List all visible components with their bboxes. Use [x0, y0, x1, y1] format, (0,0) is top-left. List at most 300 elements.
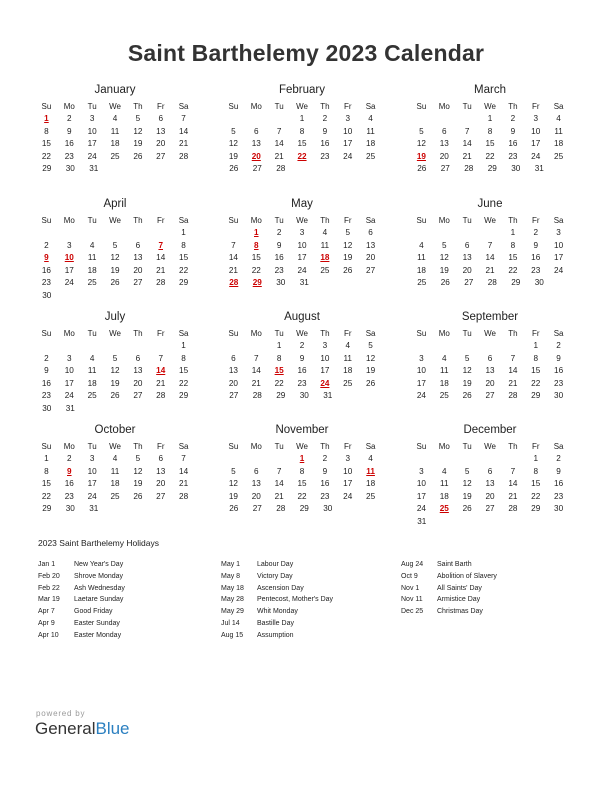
- calendar-day: 27: [229, 391, 239, 400]
- holiday-column: [38, 559, 208, 642]
- holiday-date-label: Aug 24: [401, 561, 424, 568]
- holiday-date-label: Dec 25: [401, 608, 424, 616]
- week-row: [222, 390, 382, 403]
- calendar-day: 12: [343, 240, 353, 250]
- calendar-day: 3: [556, 228, 561, 237]
- calendar-day: 2: [44, 353, 49, 363]
- calendar-day: 16: [274, 253, 284, 262]
- holiday-name: Pentecost, Mother's Day: [257, 596, 334, 604]
- calendar-day: 18: [110, 479, 120, 488]
- calendar-day: 25: [417, 278, 427, 287]
- calendar-day: 28: [508, 391, 518, 400]
- calendar-day: 11: [366, 126, 375, 136]
- calendar-day: 4: [442, 353, 447, 363]
- calendar-day: 2: [67, 454, 72, 463]
- empty-day: [126, 227, 149, 240]
- calendar-day: 23: [554, 378, 564, 388]
- calendar-day: 23: [297, 378, 307, 388]
- empty-day: [268, 113, 291, 126]
- weekday-label: Tu: [462, 102, 472, 111]
- week-row: [35, 453, 195, 466]
- weekday-label: Tu: [87, 216, 97, 225]
- empty-day: [245, 113, 268, 126]
- calendar-day: 24: [297, 265, 307, 275]
- month-name: July: [104, 311, 126, 323]
- weekday-label: Su: [416, 442, 427, 451]
- calendar-day: 5: [442, 240, 447, 250]
- holiday-date-label: Jan 1: [38, 561, 56, 568]
- weekday-header: [35, 101, 195, 113]
- calendar-day: 6: [135, 353, 141, 363]
- holiday-name: Bastille Day: [257, 619, 294, 627]
- holiday-date-label: Apr 9: [38, 619, 55, 627]
- holiday-date: 7: [158, 240, 163, 250]
- weekday-label: Th: [133, 216, 143, 225]
- calendar-day: 7: [510, 466, 516, 476]
- empty-day: [456, 113, 479, 126]
- holiday-date: 11: [366, 466, 375, 476]
- calendar-day: 10: [64, 366, 74, 375]
- holiday-date-label: May 28: [221, 596, 244, 604]
- calendar-day: 5: [345, 228, 350, 237]
- calendar-day: 21: [179, 479, 189, 488]
- calendar-day: 15: [179, 253, 189, 262]
- holiday-name: Whit Monday: [257, 608, 298, 616]
- weekday-label: Su: [228, 216, 239, 225]
- week-row: [410, 340, 570, 353]
- calendar-day: 12: [416, 139, 426, 148]
- holiday-name: Good Friday: [74, 608, 113, 616]
- calendar-day: 16: [297, 366, 307, 375]
- calendar-day: 6: [254, 126, 259, 136]
- empty-day: [433, 227, 456, 240]
- holiday-name: Shrove Monday: [74, 572, 124, 580]
- calendar-day: 27: [485, 391, 495, 400]
- calendar-day: 22: [485, 151, 495, 161]
- calendar-day: 12: [366, 353, 376, 363]
- calendar-day: 20: [251, 491, 261, 501]
- week-row: [410, 138, 570, 151]
- holiday-date-label: May 18: [221, 584, 244, 592]
- calendar-day: 6: [231, 353, 236, 363]
- weekday-label: Th: [320, 216, 330, 225]
- calendar-day: 29: [42, 504, 52, 513]
- holiday-date-label: May 29: [221, 608, 244, 616]
- holiday-name: Saint Barth: [437, 561, 472, 568]
- calendar-day: 19: [110, 378, 120, 388]
- calendar-day: 8: [276, 353, 282, 363]
- weekday-label: Mo: [438, 102, 450, 111]
- week-row: [35, 340, 195, 353]
- weekday-label: Su: [416, 216, 427, 225]
- calendar-day: 25: [110, 151, 120, 161]
- calendar-day: 22: [41, 491, 51, 501]
- calendar-day: 12: [133, 126, 143, 136]
- calendar-day: 1: [276, 341, 282, 350]
- calendar-day: 7: [254, 353, 259, 363]
- month-name: February: [278, 84, 326, 96]
- holiday-row: [221, 618, 391, 630]
- calendar-day: 28: [464, 164, 474, 173]
- calendar-day: 1: [181, 341, 186, 350]
- week-row: [35, 277, 195, 290]
- calendar-day: 4: [368, 114, 373, 123]
- calendar-day: 8: [181, 240, 186, 250]
- calendar-day: 19: [133, 139, 143, 148]
- weekday-label: Fr: [343, 329, 352, 338]
- weekday-label: We: [109, 102, 121, 111]
- week-row: [410, 265, 570, 278]
- calendar-day: 4: [89, 240, 95, 250]
- empty-day: [58, 340, 81, 353]
- calendar-day: 20: [228, 378, 238, 388]
- calendar-day: 5: [231, 466, 236, 476]
- calendar-day: 10: [343, 466, 353, 476]
- weekday-label: Fr: [531, 442, 540, 451]
- week-row: [410, 113, 570, 126]
- weekday-label: Th: [508, 329, 518, 338]
- calendar-day: 20: [156, 139, 166, 148]
- week-row: [222, 365, 382, 378]
- calendar-day: 16: [320, 139, 330, 148]
- calendar-day: 18: [554, 139, 564, 148]
- calendar-day: 18: [439, 491, 449, 501]
- calendar-day: 3: [419, 466, 424, 476]
- calendar-day: 22: [179, 378, 189, 388]
- calendar-day: 10: [416, 479, 426, 488]
- calendar-day: 5: [135, 114, 141, 123]
- month-january: [35, 82, 195, 176]
- month-name: January: [94, 84, 136, 96]
- weekday-label: Sa: [365, 102, 376, 111]
- holiday-row: [401, 559, 571, 571]
- month-december: [410, 422, 570, 528]
- week-row: [410, 151, 570, 164]
- calendar-day: 11: [87, 253, 97, 262]
- calendar-day: 7: [231, 240, 236, 250]
- calendar-day: 9: [276, 240, 282, 250]
- weekday-label: We: [484, 102, 496, 111]
- calendar-day: 27: [464, 278, 474, 287]
- month-february: [222, 82, 382, 176]
- week-row: [410, 503, 570, 516]
- holiday-date-label: Aug 15: [221, 631, 244, 639]
- holiday-date: 9: [67, 466, 72, 476]
- holiday-date-label: Apr 7: [38, 608, 55, 616]
- calendar-day: 22: [179, 265, 189, 275]
- calendar-day: 26: [462, 391, 472, 400]
- calendar-day: 2: [276, 228, 282, 237]
- calendar-day: 3: [345, 114, 350, 123]
- holiday-row: [38, 618, 208, 630]
- calendar-day: 8: [510, 240, 516, 250]
- empty-day: [410, 113, 433, 126]
- weekday-label: Su: [228, 442, 239, 451]
- calendar-day: 9: [299, 353, 305, 363]
- week-row: [410, 466, 570, 479]
- month-august: [222, 309, 382, 403]
- empty-day: [35, 340, 58, 353]
- calendar-day: 18: [416, 265, 426, 275]
- calendar-day: 16: [554, 479, 564, 488]
- calendar-day: 29: [179, 391, 189, 400]
- weekday-label: We: [296, 329, 308, 338]
- calendar-day: 8: [299, 466, 305, 476]
- weekday-label: Sa: [178, 442, 189, 451]
- empty-day: [268, 453, 291, 466]
- empty-day: [456, 453, 479, 466]
- calendar-day: 12: [110, 366, 120, 375]
- calendar-day: 22: [531, 378, 541, 388]
- week-row: [410, 378, 570, 391]
- calendar-day: 30: [323, 504, 333, 513]
- calendar-day: 25: [343, 378, 353, 388]
- weekday-header: [35, 441, 195, 453]
- calendar-day: 19: [343, 253, 353, 262]
- weekday-label: We: [296, 442, 308, 451]
- week-row: [35, 466, 195, 479]
- calendar-day: 10: [297, 240, 307, 250]
- calendar-day: 30: [511, 164, 521, 173]
- weekday-label: Th: [133, 442, 143, 451]
- weekday-header: [35, 215, 195, 227]
- month-november: [222, 422, 382, 516]
- weekday-label: We: [296, 102, 308, 111]
- calendar-day: 3: [89, 454, 95, 463]
- weekday-label: Fr: [531, 216, 540, 225]
- calendar-day: 23: [508, 151, 518, 161]
- calendar-day: 4: [368, 454, 373, 463]
- calendar-day: 11: [554, 126, 563, 136]
- calendar-day: 18: [366, 139, 376, 148]
- holiday-name: Victory Day: [257, 572, 293, 580]
- calendar-day: 24: [554, 265, 564, 275]
- calendar-day: 11: [440, 366, 449, 375]
- holiday-name: Labour Day: [257, 561, 294, 568]
- weekday-label: Tu: [87, 102, 97, 111]
- generalblue-logo[interactable]: [35, 719, 130, 739]
- holiday-date: 28: [229, 278, 239, 287]
- calendar-day: 23: [320, 151, 330, 161]
- calendar-day: 23: [554, 491, 564, 501]
- weekday-label: Sa: [178, 102, 189, 111]
- calendar-day: 27: [366, 265, 376, 275]
- empty-day: [433, 113, 456, 126]
- calendar-day: 6: [487, 353, 493, 363]
- calendar-day: 27: [252, 504, 262, 513]
- empty-day: [501, 453, 524, 466]
- calendar-day: 2: [299, 341, 305, 350]
- holiday-row: [401, 571, 571, 583]
- empty-day: [149, 227, 172, 240]
- weekday-label: Mo: [438, 216, 450, 225]
- month-september: [410, 309, 570, 403]
- calendar-day: 2: [67, 114, 72, 123]
- weekday-label: Tu: [274, 442, 284, 451]
- calendar-day: 17: [416, 378, 426, 388]
- calendar-day: 19: [133, 479, 143, 488]
- calendar-day: 26: [133, 491, 143, 501]
- calendar-day: 11: [417, 253, 426, 262]
- empty-day: [81, 227, 104, 240]
- calendar-day: 5: [368, 341, 373, 350]
- calendar-day: 24: [64, 391, 74, 400]
- calendar-day: 19: [110, 265, 120, 275]
- holiday-row: [401, 583, 571, 595]
- calendar-day: 10: [416, 366, 426, 375]
- empty-day: [58, 227, 81, 240]
- calendar-day: 29: [531, 504, 541, 513]
- brand-general: General: [35, 719, 96, 738]
- month-may: [222, 196, 382, 290]
- weekday-label: Su: [228, 102, 239, 111]
- calendar-day: 24: [87, 491, 97, 501]
- calendar-day: 29: [487, 164, 497, 173]
- weekday-label: Mo: [250, 329, 262, 338]
- calendar-day: 7: [181, 454, 186, 463]
- calendar-day: 31: [323, 391, 333, 400]
- weekday-label: Sa: [178, 329, 189, 338]
- holiday-date: 18: [320, 253, 330, 262]
- calendar-day: 23: [64, 151, 74, 161]
- calendar-day: 9: [322, 126, 328, 136]
- calendar-day: 2: [556, 454, 561, 463]
- empty-day: [149, 340, 172, 353]
- weekday-label: Tu: [274, 102, 284, 111]
- calendar-day: 1: [533, 341, 538, 350]
- calendar-day: 19: [228, 151, 238, 161]
- weekday-label: Mo: [63, 216, 75, 225]
- empty-day: [410, 453, 433, 466]
- calendar-day: 6: [442, 126, 447, 136]
- weekday-label: Mo: [438, 329, 450, 338]
- calendar-day: 15: [41, 479, 51, 488]
- weekday-header: [222, 441, 382, 453]
- empty-day: [245, 453, 268, 466]
- weekday-label: We: [484, 216, 496, 225]
- calendar-day: 23: [64, 491, 74, 501]
- weekday-label: Tu: [87, 329, 97, 338]
- holiday-date-label: Feb 20: [38, 572, 60, 580]
- calendar-day: 8: [299, 126, 305, 136]
- weekday-label: Tu: [462, 442, 472, 451]
- calendar-day: 23: [320, 491, 330, 501]
- calendar-day: 21: [274, 491, 284, 501]
- calendar-day: 24: [343, 491, 353, 501]
- calendar-day: 28: [179, 151, 189, 161]
- weekday-label: Fr: [343, 216, 352, 225]
- weekday-label: Mo: [250, 102, 262, 111]
- calendar-day: 14: [274, 139, 284, 148]
- calendar-day: 3: [345, 454, 350, 463]
- calendar-day: 14: [156, 253, 166, 262]
- week-row: [410, 453, 570, 466]
- calendar-day: 8: [533, 353, 538, 363]
- calendar-day: 24: [416, 391, 426, 400]
- calendar-day: 26: [417, 164, 427, 173]
- calendar-day: 8: [487, 126, 493, 136]
- calendar-day: 11: [87, 366, 97, 375]
- weekday-label: Th: [320, 102, 330, 111]
- month-april: [35, 196, 195, 302]
- calendar-day: 1: [181, 228, 186, 237]
- week-row: [222, 138, 382, 151]
- calendar-day: 14: [179, 126, 189, 136]
- calendar-day: 14: [508, 366, 518, 375]
- week-row: [410, 516, 570, 529]
- calendar-day: 30: [276, 278, 286, 287]
- month-name: August: [284, 311, 320, 323]
- weekday-label: Su: [416, 102, 427, 111]
- week-row: [222, 453, 382, 466]
- month-july: [35, 309, 195, 415]
- calendar-day: 13: [439, 139, 449, 148]
- calendar-day: 19: [462, 378, 472, 388]
- brand-blue: Blue: [95, 719, 130, 738]
- week-row: [222, 227, 382, 240]
- calendar-day: 3: [299, 228, 305, 237]
- holiday-name: Ascension Day: [257, 584, 304, 592]
- holiday-date: 22: [297, 151, 307, 161]
- month-june: [410, 196, 570, 290]
- calendar-day: 28: [252, 391, 262, 400]
- week-row: [35, 252, 195, 265]
- weekday-label: Fr: [156, 329, 165, 338]
- week-row: [410, 277, 570, 290]
- calendar-day: 13: [133, 253, 143, 262]
- holiday-name: Easter Monday: [74, 631, 122, 639]
- calendar-day: 17: [64, 378, 74, 388]
- weekday-label: Fr: [156, 442, 165, 451]
- weekday-label: Su: [41, 442, 52, 451]
- holiday-date-label: Nov 11: [401, 596, 423, 604]
- calendar-day: 29: [42, 164, 52, 173]
- calendar-day: 13: [462, 253, 472, 262]
- calendar-day: 13: [133, 366, 143, 375]
- calendar-day: 31: [417, 516, 427, 526]
- calendar-day: 9: [510, 126, 516, 136]
- calendar-day: 17: [87, 139, 97, 148]
- weekday-label: Th: [320, 329, 330, 338]
- weekday-label: Fr: [531, 102, 540, 111]
- calendar-day: 7: [487, 240, 493, 250]
- calendar-day: 20: [366, 253, 376, 262]
- calendar-day: 21: [251, 378, 261, 388]
- week-row: [35, 240, 195, 253]
- calendar-day: 3: [67, 240, 72, 250]
- calendar-day: 3: [89, 114, 95, 123]
- weekday-label: Tu: [274, 329, 284, 338]
- weekday-label: Sa: [553, 329, 564, 338]
- week-row: [222, 277, 382, 290]
- holiday-row: [221, 571, 391, 583]
- calendar-day: 17: [297, 253, 307, 262]
- calendar-day: 5: [135, 454, 141, 463]
- empty-day: [501, 340, 524, 353]
- calendar-day: 17: [87, 479, 97, 488]
- calendar-day: 20: [439, 151, 449, 161]
- calendar-day: 22: [274, 378, 284, 388]
- weekday-label: Th: [508, 216, 518, 225]
- calendar-day: 11: [440, 479, 449, 488]
- weekday-label: Su: [416, 329, 427, 338]
- weekday-label: Tu: [274, 216, 284, 225]
- week-row: [35, 365, 195, 378]
- calendar-day: 16: [64, 139, 74, 148]
- calendar-day: 30: [42, 290, 52, 300]
- calendar-day: 21: [462, 151, 472, 161]
- weekday-label: Mo: [63, 329, 75, 338]
